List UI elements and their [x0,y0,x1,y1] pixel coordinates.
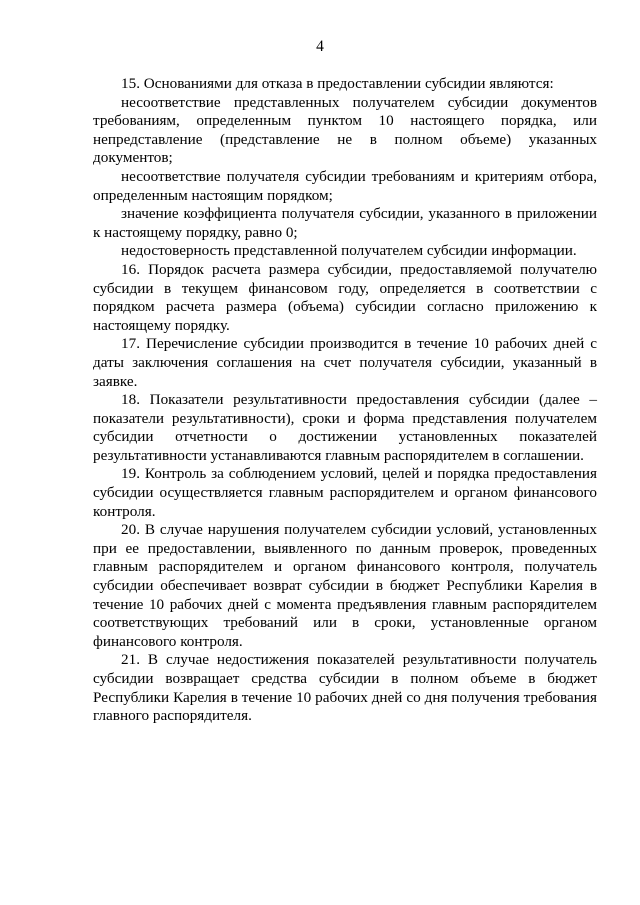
paragraph-15-reason-false-info: недостоверность представленной получателем субсидии информации. [121,242,577,260]
paragraph-20: 20. В случае нарушения получателем субсидии условий, установленных при ее предоставлении, выявленного по данным проверок, проведенных главным распорядителем и органом финансового контроля, получатель субсидии обеспечивает возврат субсидии в бюджет Республики Карелия в течение 10 рабочих дней с момента предъявления главным распорядителем соответствующих требований или в сроки, установленные органом финансового контроля. [93,521,597,650]
paragraph-15-reason-criteria: несоответствие получателя субсидии требованиям и критериям отбора, определенным настоящим порядком; [93,167,597,204]
paragraph-21: 21. В случае недостижения показателей результативности получатель субсидии возвращает средства субсидии в полном объеме в бюджет Республики Карелия в течение 10 рабочих дней со дня получения требования главного распорядителя. [93,651,597,725]
document-body [93,75,597,726]
paragraph-19: 19. Контроль за соблюдением условий, целей и порядка предоставления субсидии осуществляется главным распорядителем и органом финансового контроля. [93,465,597,520]
paragraph-17: 17. Перечисление субсидии производится в течение 10 рабочих дней с даты заключения соглашения на счет получателя субсидии, указанный в заявке. [93,335,597,390]
paragraph-18: 18. Показатели результативности предоставления субсидии (далее – показатели результативности), сроки и форма представления получателем субсидии отчетности о достижении установленных показателей результативности устанавливаются главным распорядителем в соглашении. [93,391,597,464]
paragraph-15-reason-coefficient: значение коэффициента получателя субсидии, указанного в приложении к настоящему порядку, равно 0; [93,205,597,241]
paragraph-15: 15. Основаниями для отказа в предоставлении субсидии являются: [121,75,554,92]
paragraph-15-reason-documents: несоответствие представленных получателем субсидии документов требованиям, определенным пунктом 10 настоящего порядка, или непредставление (представление не в полном объеме) указанных документов; [93,93,597,167]
paragraph-16: 16. Порядок расчета размера субсидии, предоставляемой получателю субсидии в текущем финансовом году, определяется в соответствии с порядком расчета размера (объема) субсидии согласно приложению к настоящему порядку. [93,260,597,334]
page-number: 4 [316,38,324,55]
